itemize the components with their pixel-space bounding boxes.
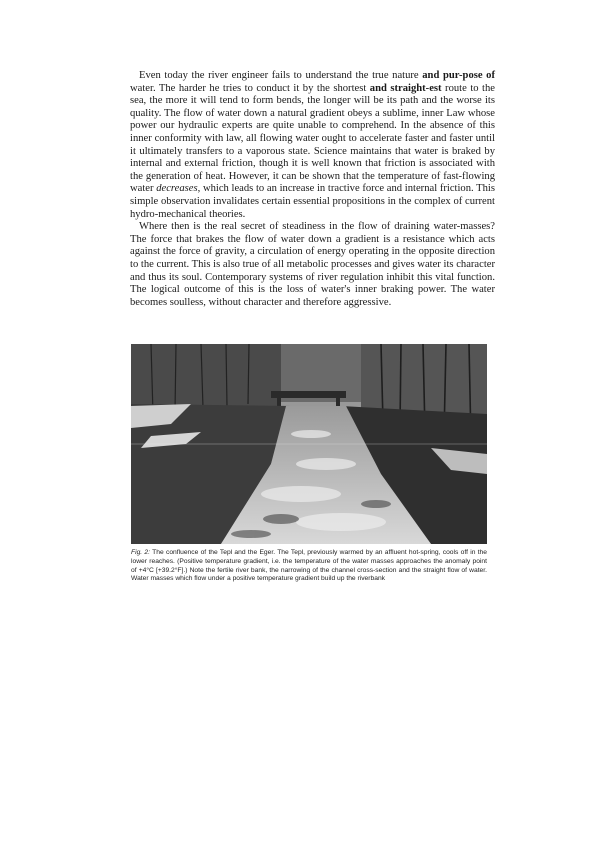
paragraph-1-text-c: route to the sea, the more it will tend to form bends, the longer will be its path and the worse its quality. The flow of water down a natural gradient obeys a sublime, inner Law whose power our hydraulic experts are quite unable to comprehend. In the absence of this inner conformity with law, all flowing water ought to accelerate faster and faster until it ultimately transfers to a vaporous state. Science maintains that water is braked by internal and external friction, though it is well known that friction is associated with the generation of heat. However, it can be shown that the temperature of fast-flowing water xyxy=(130,82,496,195)
paragraph-1-italic: decreases, xyxy=(156,183,201,195)
figure-label: Fig. 2: xyxy=(131,549,151,556)
paragraph-1-text-b: water. The harder he tries to conduct it by the shortest xyxy=(130,82,370,94)
figure-caption xyxy=(131,549,487,584)
paragraph-1-text-a: Even today the river engineer fails to understand the true nature xyxy=(139,70,423,81)
paragraph-1-bold-b: and straight-est xyxy=(369,82,442,94)
body-text xyxy=(130,70,495,309)
river-confluence-photo xyxy=(131,344,487,544)
paragraph-1-text-d: which leads to an increase in tractive force and internal friction. This simple observation invalidates certain essential propositions in the complex of current hydro-mechanical theories. xyxy=(130,183,495,220)
paragraph-2: Where then is the real secret of steadiness in the flow of draining water-masses? The force that brakes the flow of water down a gradient is a resistance which acts against the force of gravity, a circulation of energy operating in the opposite direction to the current. This is also true of all metabolic processes and gives water its character and thus its soul. Contemporary systems of river regulation inhibit this vital function. The logical outcome of this is the loss of water's inner braking power. The water becomes soulless, without character and therefore aggressive. xyxy=(130,221,495,308)
figure-caption-text: The confluence of the Tepl and the Eger. The Tepl, previously warmed by an affluent hot-spring, cools off in the lower reaches. (Positive temperature gradient, i.e. the temperature of the water masses approaches the anomaly point of +4°C [+39.2°F].) Note the fertile river bank, the narrowing of the channel cross-section and the straight flow of water. Water masses which flow under a positive temperature gradient build up the riverbank xyxy=(131,549,487,583)
paragraph-1-bold-a: and pur-pose of xyxy=(422,70,496,81)
paragraph-1 xyxy=(130,70,495,221)
